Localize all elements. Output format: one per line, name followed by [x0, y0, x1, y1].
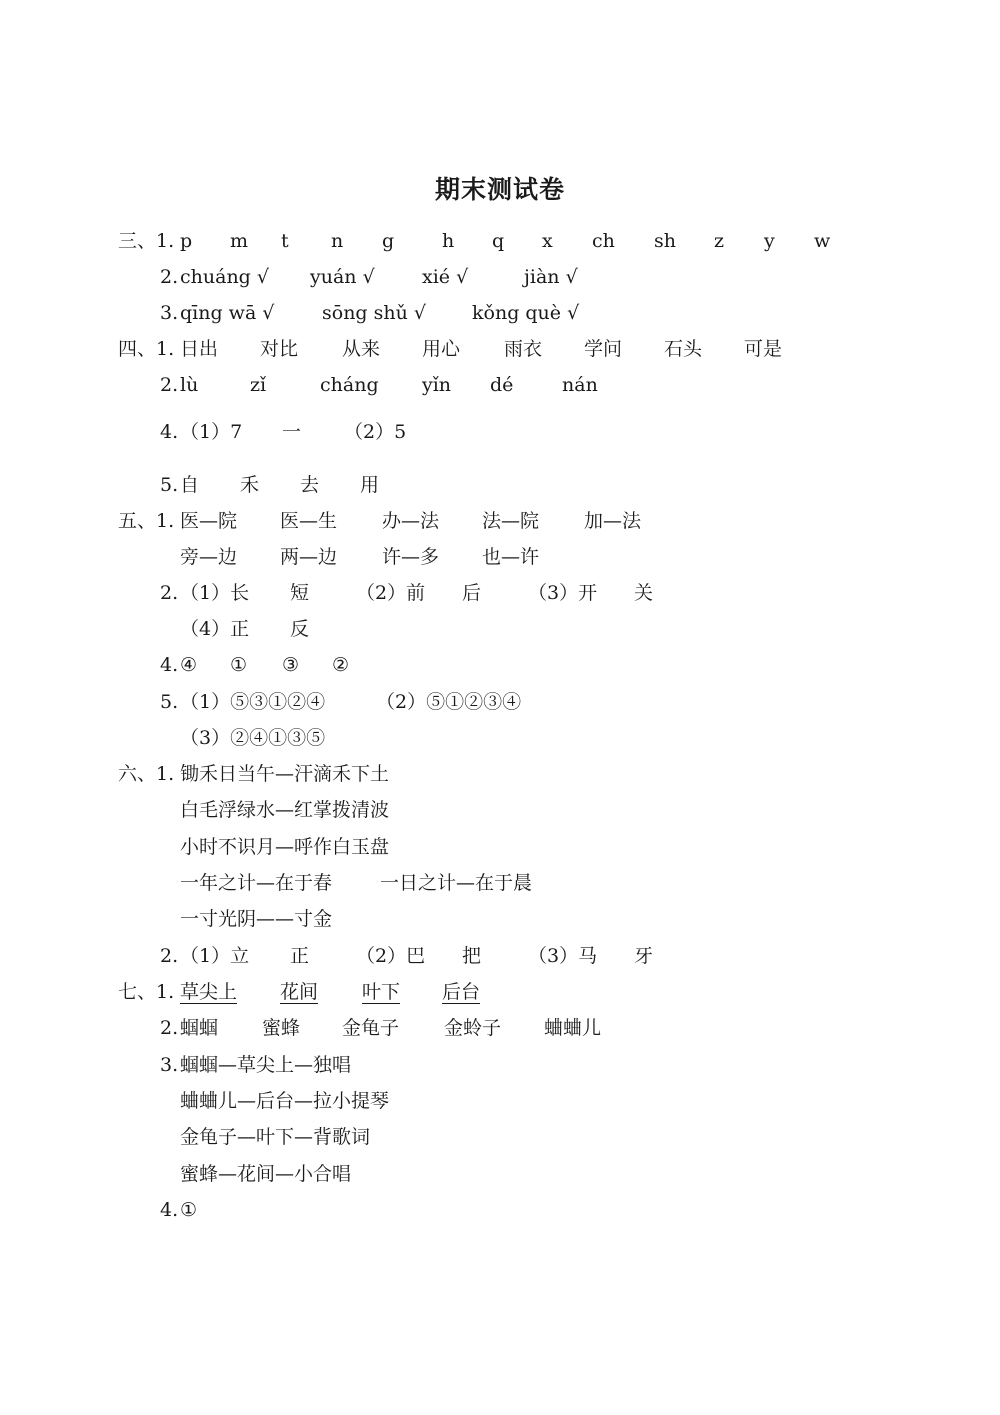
order-item: ①	[230, 654, 248, 676]
s6-q1-line4	[180, 868, 580, 898]
proverb-line: 一日之计—在于晨	[380, 872, 533, 894]
s5-q2	[160, 578, 680, 608]
s6-q2-label: 2.	[160, 945, 179, 967]
word-item: 日出	[180, 338, 219, 360]
s6-q2	[160, 941, 680, 971]
s7-q4	[160, 1195, 260, 1225]
answer-item: （1）7	[180, 421, 243, 443]
word-pair: 两—边	[280, 546, 338, 568]
s7-q4-label: 4.	[160, 1199, 179, 1221]
pinyin-item: h	[442, 230, 455, 252]
pinyin-item: y	[764, 230, 775, 252]
pinyin-item: yǐn	[422, 374, 452, 396]
s6-q1	[118, 759, 438, 789]
order-item: ③	[282, 654, 300, 676]
word-pair: 许—多	[382, 546, 440, 568]
pinyin-answer: kǒng què √	[472, 302, 580, 324]
answer-item: 一	[282, 421, 302, 443]
insect-item: 金龟子	[342, 1017, 400, 1039]
match-line: 蝈蝈—草尖上—独唱	[180, 1054, 352, 1076]
pinyin-item: x	[542, 230, 553, 252]
pinyin-answer: yuán √	[310, 266, 375, 288]
pinyin-item: m	[230, 230, 249, 252]
pinyin-answer: jiàn √	[524, 266, 578, 288]
s7-q2-label: 2.	[160, 1017, 179, 1039]
s4-q1	[118, 334, 818, 364]
order-answer: （1）⑤③①②④	[180, 691, 326, 713]
s5-q5	[160, 687, 580, 717]
pinyin-item: p	[180, 230, 193, 252]
s6-q1-line2	[180, 795, 440, 825]
s5-q1	[118, 506, 678, 536]
order-answer: （2）⑤①②③④	[376, 691, 522, 713]
antonym-item: （3）开	[528, 582, 598, 604]
poem-line: 小时不识月—呼作白玉盘	[180, 836, 390, 858]
char-item: （2）巴	[356, 945, 426, 967]
s6-q1-line5	[180, 904, 440, 934]
s4-q2-label: 2.	[160, 374, 179, 396]
pinyin-item: t	[281, 230, 289, 252]
s4-q2	[160, 370, 640, 400]
proverb-line: 一寸光阴——寸金	[180, 908, 333, 930]
match-line: 金龟子—叶下—背歌词	[180, 1126, 371, 1148]
pinyin-item: g	[382, 230, 395, 252]
s3-q3-label: 3.	[160, 302, 179, 324]
s7-q2	[160, 1013, 620, 1043]
pinyin-item: n	[331, 230, 344, 252]
order-item: ②	[332, 654, 350, 676]
s3-q2	[160, 262, 640, 292]
antonym-item: 反	[290, 618, 310, 640]
s3-q1-label: 三、1.	[118, 230, 175, 252]
char-item: 正	[290, 945, 310, 967]
insect-item: 金蛉子	[444, 1017, 502, 1039]
word-item: 对比	[260, 338, 299, 360]
poem-line: 白毛浮绿水—红掌拨清波	[180, 799, 390, 821]
char-item: 用	[360, 474, 380, 496]
char-item: 牙	[634, 945, 654, 967]
pinyin-item: dé	[490, 374, 514, 396]
s3-q1	[118, 226, 878, 256]
pinyin-item: zǐ	[250, 374, 267, 396]
pinyin-item: w	[814, 230, 831, 252]
char-item: （1）立	[180, 945, 250, 967]
s5-q2-row2	[180, 614, 380, 644]
antonym-item: （1）长	[180, 582, 250, 604]
word-pair: 法—院	[482, 510, 540, 532]
poem-line: 锄禾日当午—汗滴禾下土	[180, 763, 390, 785]
insect-item: 蝈蝈	[180, 1017, 219, 1039]
s4-q5	[160, 470, 460, 500]
word-pair: 旁—边	[180, 546, 238, 568]
pinyin-answer: xié √	[422, 266, 469, 288]
s7-q1-label: 七、1.	[118, 981, 175, 1003]
s6-q1-line3	[180, 832, 440, 862]
word-item: 学问	[584, 338, 623, 360]
answer-item: ①	[180, 1199, 198, 1221]
s3-q3	[160, 298, 640, 328]
antonym-item: （2）前	[356, 582, 426, 604]
insect-item: 蜜蜂	[262, 1017, 301, 1039]
s5-q2-label: 2.	[160, 582, 179, 604]
s4-q1-label: 四、1.	[118, 338, 175, 360]
antonym-item: 关	[634, 582, 654, 604]
answer-item: （2）5	[344, 421, 407, 443]
underlined-answer: 草尖上	[180, 981, 238, 1003]
insect-item: 蛐蛐儿	[544, 1017, 602, 1039]
underlined-answer: 后台	[442, 981, 481, 1003]
pinyin-item: z	[714, 230, 725, 252]
pinyin-answer: qīng wā √	[180, 302, 275, 324]
word-item: 用心	[422, 338, 461, 360]
match-line: 蜜蜂—花间—小合唱	[180, 1163, 352, 1185]
antonym-item: 后	[462, 582, 482, 604]
s5-q5-label: 5.	[160, 691, 179, 713]
char-item: 自	[180, 474, 200, 496]
order-item: ④	[180, 654, 198, 676]
s5-q5-row2	[180, 723, 380, 753]
s7-q3-line2	[180, 1086, 460, 1116]
s7-q3-line4	[180, 1159, 460, 1189]
underlined-answer: 叶下	[362, 981, 401, 1003]
word-pair: 办—法	[382, 510, 440, 532]
word-pair: 医—生	[280, 510, 338, 532]
pinyin-item: nán	[562, 374, 598, 396]
s5-q1-row2	[180, 542, 580, 572]
s5-q4	[160, 650, 420, 680]
word-pair: 加—法	[584, 510, 642, 532]
word-pair: 也—许	[482, 546, 540, 568]
antonym-item: （4）正	[180, 618, 250, 640]
pinyin-item: ch	[592, 230, 615, 252]
s4-q4-label: 4.	[160, 421, 179, 443]
pinyin-item: q	[492, 230, 505, 252]
s5-q1-label: 五、1.	[118, 510, 175, 532]
pinyin-item: sh	[654, 230, 676, 252]
s7-q3-label: 3.	[160, 1054, 179, 1076]
pinyin-answer: chuáng √	[180, 266, 269, 288]
s7-q3	[160, 1050, 460, 1080]
s3-q2-label: 2.	[160, 266, 179, 288]
underlined-answer: 花间	[280, 981, 319, 1003]
s4-q4	[160, 417, 460, 447]
char-item: 禾	[240, 474, 260, 496]
word-item: 雨衣	[504, 338, 543, 360]
s7-q1	[118, 977, 538, 1007]
word-item: 从来	[342, 338, 381, 360]
word-item: 可是	[744, 338, 783, 360]
match-line: 蛐蛐儿—后台—拉小提琴	[180, 1090, 390, 1112]
char-item: （3）马	[528, 945, 598, 967]
pinyin-answer: sōng shǔ √	[322, 302, 426, 324]
word-item: 石头	[664, 338, 703, 360]
char-item: 去	[300, 474, 320, 496]
pinyin-item: lù	[180, 374, 199, 396]
pinyin-item: cháng	[320, 374, 379, 396]
antonym-item: 短	[290, 582, 310, 604]
s5-q4-label: 4.	[160, 654, 179, 676]
proverb-line: 一年之计—在于春	[180, 872, 333, 894]
word-pair: 医—院	[180, 510, 238, 532]
s6-q1-label: 六、1.	[118, 763, 175, 785]
s7-q3-line3	[180, 1122, 460, 1152]
page-title: 期末测试卷	[434, 175, 565, 204]
order-answer: （3）②④①③⑤	[180, 727, 326, 749]
s4-q5-label: 5.	[160, 474, 179, 496]
char-item: 把	[462, 945, 482, 967]
